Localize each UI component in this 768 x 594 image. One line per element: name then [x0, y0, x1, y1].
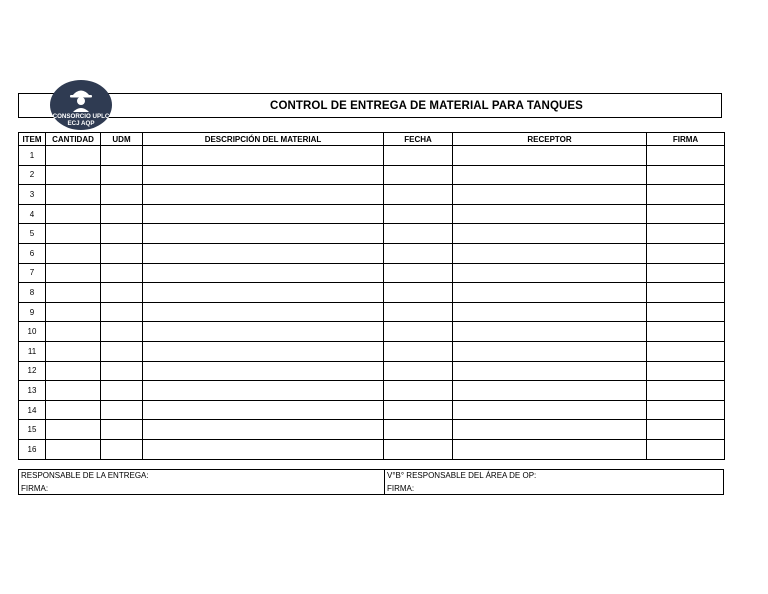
- udm-cell[interactable]: [101, 322, 143, 342]
- footer-firma-left-label: FIRMA:: [21, 484, 49, 493]
- firma-cell[interactable]: [647, 322, 725, 342]
- table-row: [19, 420, 725, 440]
- firma-cell[interactable]: [647, 263, 725, 283]
- table-row: [19, 185, 725, 205]
- firma-cell[interactable]: [647, 361, 725, 381]
- fecha-cell[interactable]: [384, 322, 453, 342]
- udm-cell[interactable]: [101, 302, 143, 322]
- table-row: [19, 224, 725, 244]
- table-row: [19, 243, 725, 263]
- table-row: [19, 400, 725, 420]
- cantidad-cell[interactable]: [46, 322, 101, 342]
- receptor-cell[interactable]: [453, 381, 647, 401]
- udm-cell[interactable]: [101, 341, 143, 361]
- receptor-cell[interactable]: [453, 302, 647, 322]
- receptor-cell[interactable]: [453, 204, 647, 224]
- item-number-cell: 5: [19, 224, 46, 244]
- col-cantidad: CANTIDAD: [46, 133, 101, 146]
- udm-cell[interactable]: [101, 243, 143, 263]
- fecha-cell[interactable]: [384, 146, 453, 166]
- firma-cell[interactable]: [647, 341, 725, 361]
- page-title: CONTROL DE ENTREGA DE MATERIAL PARA TANQUES: [270, 99, 583, 112]
- receptor-cell[interactable]: [453, 322, 647, 342]
- table-row: [19, 283, 725, 303]
- receptor-cell[interactable]: [453, 439, 647, 459]
- table-row: [19, 341, 725, 361]
- table-row: [19, 165, 725, 185]
- descripcion-cell[interactable]: [143, 302, 384, 322]
- descripcion-cell[interactable]: [143, 204, 384, 224]
- fecha-cell[interactable]: [384, 185, 453, 205]
- item-number-cell: 12: [19, 361, 46, 381]
- item-number-cell: 2: [19, 165, 46, 185]
- firma-cell[interactable]: [647, 381, 725, 401]
- footer-entrega-label: RESPONSABLE DE LA ENTREGA:: [21, 471, 149, 480]
- cantidad-cell[interactable]: [46, 224, 101, 244]
- descripcion-cell[interactable]: [143, 381, 384, 401]
- cantidad-cell[interactable]: [46, 439, 101, 459]
- descripcion-cell[interactable]: [143, 185, 384, 205]
- receptor-cell[interactable]: [453, 283, 647, 303]
- fecha-cell[interactable]: [384, 341, 453, 361]
- cantidad-cell[interactable]: [46, 185, 101, 205]
- fecha-cell[interactable]: [384, 283, 453, 303]
- udm-cell[interactable]: [101, 420, 143, 440]
- fecha-cell[interactable]: [384, 302, 453, 322]
- item-number-cell: 14: [19, 400, 46, 420]
- cantidad-cell[interactable]: [46, 400, 101, 420]
- fecha-cell[interactable]: [384, 224, 453, 244]
- footer-divider: [384, 470, 385, 494]
- item-number-cell: 7: [19, 263, 46, 283]
- table-row: [19, 204, 725, 224]
- descripcion-cell[interactable]: [143, 263, 384, 283]
- descripcion-cell[interactable]: [143, 283, 384, 303]
- receptor-cell[interactable]: [453, 146, 647, 166]
- company-logo: [49, 79, 113, 131]
- logo-text-line2: ECJ AQP: [67, 120, 95, 127]
- col-descripcion: DESCRIPCIÓN DEL MATERIAL: [143, 133, 384, 146]
- col-item: ITEM: [19, 133, 46, 146]
- firma-cell[interactable]: [647, 146, 725, 166]
- cantidad-cell[interactable]: [46, 381, 101, 401]
- item-number-cell: 6: [19, 243, 46, 263]
- firma-cell[interactable]: [647, 165, 725, 185]
- receptor-cell[interactable]: [453, 400, 647, 420]
- firma-cell[interactable]: [647, 204, 725, 224]
- firma-cell[interactable]: [647, 420, 725, 440]
- cantidad-cell[interactable]: [46, 361, 101, 381]
- receptor-cell[interactable]: [453, 243, 647, 263]
- table-row: [19, 381, 725, 401]
- logo-text-line1: CONSORCIO UPLC: [52, 113, 110, 120]
- table-header-row: [19, 133, 725, 146]
- header-box: [18, 93, 722, 118]
- col-receptor: RECEPTOR: [453, 133, 647, 146]
- descripcion-cell[interactable]: [143, 400, 384, 420]
- table-row: [19, 322, 725, 342]
- receptor-cell[interactable]: [453, 224, 647, 244]
- receptor-cell[interactable]: [453, 361, 647, 381]
- item-number-cell: 1: [19, 146, 46, 166]
- col-fecha: FECHA: [384, 133, 453, 146]
- fecha-cell[interactable]: [384, 400, 453, 420]
- descripcion-cell[interactable]: [143, 224, 384, 244]
- cantidad-cell[interactable]: [46, 204, 101, 224]
- receptor-cell[interactable]: [453, 165, 647, 185]
- descripcion-cell[interactable]: [143, 341, 384, 361]
- udm-cell[interactable]: [101, 146, 143, 166]
- item-number-cell: 13: [19, 381, 46, 401]
- cantidad-cell[interactable]: [46, 146, 101, 166]
- udm-cell[interactable]: [101, 400, 143, 420]
- item-number-cell: 4: [19, 204, 46, 224]
- descripcion-cell[interactable]: [143, 165, 384, 185]
- cantidad-cell[interactable]: [46, 341, 101, 361]
- cantidad-cell[interactable]: [46, 283, 101, 303]
- col-udm: UDM: [101, 133, 143, 146]
- udm-cell[interactable]: [101, 185, 143, 205]
- fecha-cell[interactable]: [384, 243, 453, 263]
- firma-cell[interactable]: [647, 185, 725, 205]
- descripcion-cell[interactable]: [143, 439, 384, 459]
- table-row: [19, 146, 725, 166]
- item-number-cell: 3: [19, 185, 46, 205]
- firma-cell[interactable]: [647, 224, 725, 244]
- table-row: [19, 302, 725, 322]
- receptor-cell[interactable]: [453, 263, 647, 283]
- fecha-cell[interactable]: [384, 420, 453, 440]
- item-number-cell: 9: [19, 302, 46, 322]
- receptor-cell[interactable]: [453, 185, 647, 205]
- receptor-cell[interactable]: [453, 341, 647, 361]
- descripcion-cell[interactable]: [143, 420, 384, 440]
- descripcion-cell[interactable]: [143, 361, 384, 381]
- cantidad-cell[interactable]: [46, 263, 101, 283]
- fecha-cell[interactable]: [384, 439, 453, 459]
- firma-cell[interactable]: [647, 400, 725, 420]
- cantidad-cell[interactable]: [46, 165, 101, 185]
- table-row: [19, 439, 725, 459]
- cantidad-cell[interactable]: [46, 302, 101, 322]
- firma-cell[interactable]: [647, 243, 725, 263]
- firma-cell[interactable]: [647, 283, 725, 303]
- udm-cell[interactable]: [101, 283, 143, 303]
- fecha-cell[interactable]: [384, 165, 453, 185]
- receptor-cell[interactable]: [453, 420, 647, 440]
- footer-box: [18, 469, 724, 495]
- firma-cell[interactable]: [647, 439, 725, 459]
- udm-cell[interactable]: [101, 165, 143, 185]
- udm-cell[interactable]: [101, 381, 143, 401]
- udm-cell[interactable]: [101, 263, 143, 283]
- table-row: [19, 263, 725, 283]
- col-firma: FIRMA: [647, 133, 725, 146]
- material-table: [18, 132, 725, 460]
- item-number-cell: 10: [19, 322, 46, 342]
- fecha-cell[interactable]: [384, 263, 453, 283]
- udm-cell[interactable]: [101, 439, 143, 459]
- descripcion-cell[interactable]: [143, 243, 384, 263]
- descripcion-cell[interactable]: [143, 322, 384, 342]
- item-number-cell: 11: [19, 341, 46, 361]
- item-number-cell: 15: [19, 420, 46, 440]
- fecha-cell[interactable]: [384, 381, 453, 401]
- item-number-cell: 8: [19, 283, 46, 303]
- item-number-cell: 16: [19, 439, 46, 459]
- footer-firma-right-label: FIRMA:: [387, 484, 415, 493]
- firma-cell[interactable]: [647, 302, 725, 322]
- footer-vobo-label: V°B° RESPONSABLE DEL ÁREA DE OP:: [387, 471, 537, 480]
- table-row: [19, 361, 725, 381]
- cantidad-cell[interactable]: [46, 420, 101, 440]
- udm-cell[interactable]: [101, 204, 143, 224]
- fecha-cell[interactable]: [384, 361, 453, 381]
- udm-cell[interactable]: [101, 361, 143, 381]
- descripcion-cell[interactable]: [143, 146, 384, 166]
- fecha-cell[interactable]: [384, 204, 453, 224]
- cantidad-cell[interactable]: [46, 243, 101, 263]
- udm-cell[interactable]: [101, 224, 143, 244]
